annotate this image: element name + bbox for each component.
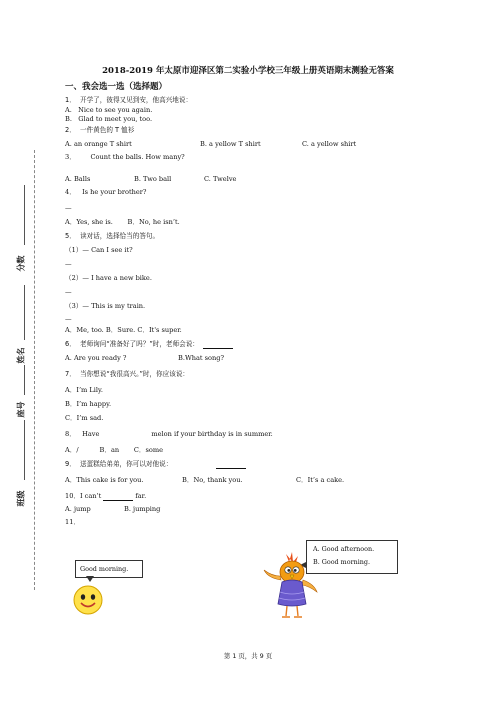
page-title: 2018-2019 年太原市迎泽区第二实验小学校三年级上册英语期末测验无答案 [102, 66, 394, 76]
question-2: 2． 一件黄色的 T 恤衫 [65, 126, 135, 134]
q5-options: A．Me, too. B．Sure. C．It's super. [65, 326, 182, 334]
q10-option-a: A. jump [65, 505, 91, 513]
q6-option-b: B.What song? [178, 354, 224, 362]
question-5: 5． 读对话，选择恰当的答句。 [65, 232, 160, 240]
q2-option-b: B. a yellow T shirt [200, 140, 261, 148]
question-3: 3． Count the balls. How many? [65, 153, 185, 161]
q3-option-a: A. Balls [65, 175, 91, 183]
q11-option-b: B. Good morning. [313, 558, 371, 566]
section-heading: 一、我会选一选（选择题） [65, 82, 168, 92]
binding-blank-class [24, 420, 25, 480]
binding-label-seat: 座号 [16, 401, 26, 418]
question-1: 1． 开学了，彼得又见到安，他高兴地说： [65, 96, 193, 104]
question-10: 10．I can’t far. [65, 492, 147, 500]
question-9: 9． 送蛋糕给弟弟，你可以对他说： [65, 460, 246, 469]
question-4: 4． Is he your brother? [65, 188, 147, 196]
q8-options: A．/ B．an C．some [65, 446, 163, 454]
binding-blank-name [24, 285, 25, 340]
question-7: 7． 当你想说“我很高兴。”时，你应该说： [65, 370, 190, 378]
q4-dash: — [65, 204, 72, 212]
q2-option-c: C. a yellow shirt [302, 140, 357, 148]
q10-option-b: B. jumping [124, 505, 161, 513]
q9-option-c: C．It’s a cake. [296, 476, 345, 484]
q5-dash-1: — [65, 260, 72, 268]
q5-dialogue-1: （1）— Can I see it? [65, 246, 133, 254]
speech-bubble-tail [86, 576, 94, 582]
q7-option-c: C．I’m sad. [65, 414, 104, 422]
q3-option-c: C. Twelve [204, 175, 237, 183]
q5-dash-2: — [65, 288, 72, 296]
binding-blank-seat [24, 365, 25, 395]
q3-option-b: B. Two ball [134, 175, 172, 183]
question-11: 11． [65, 518, 80, 526]
q9-option-a: A．This cake is for you. [65, 476, 144, 484]
q9-option-b: B．No, thank you. [182, 476, 243, 484]
binding-label-name: 姓名 [16, 347, 26, 364]
binding-label-class: 班级 [16, 490, 26, 507]
q5-dialogue-3: （3）— This is my train. [65, 302, 146, 310]
answer-options-box [306, 540, 398, 574]
binding-dashed-line [34, 150, 35, 590]
q1-option-b: B. Glad to meet you, too. [65, 115, 153, 123]
q6-option-a: A. Are you ready ? [65, 354, 127, 362]
speech-bubble: Good morning. [75, 560, 143, 578]
cartoon-bird-icon [262, 548, 318, 620]
q11-option-a: A. Good afternoon. [313, 545, 375, 553]
q1-option-a: A. Nice to see you again. [65, 106, 153, 114]
question-6: 6． 老师询问“准备好了吗？”时，老师会说： [65, 340, 233, 349]
question-8: 8． Have melon if your birthday is in summer. [65, 430, 273, 438]
q5-dash-3: — [65, 315, 72, 323]
q7-option-b: B．I’m happy. [65, 400, 112, 408]
q7-option-a: A．I’m Lily. [65, 386, 103, 394]
q4-options: A．Yes, she is. B．No, he isn’t. [65, 218, 180, 226]
smiley-face-icon [72, 584, 104, 616]
binding-blank-score [24, 185, 25, 245]
binding-label-score: 分数 [16, 255, 26, 272]
q2-option-a: A. an orange T shirt [65, 140, 132, 148]
page-footer: 第 1 页，共 9 页 [223, 652, 273, 660]
q5-dialogue-2: （2）— I have a new bike. [65, 274, 152, 282]
